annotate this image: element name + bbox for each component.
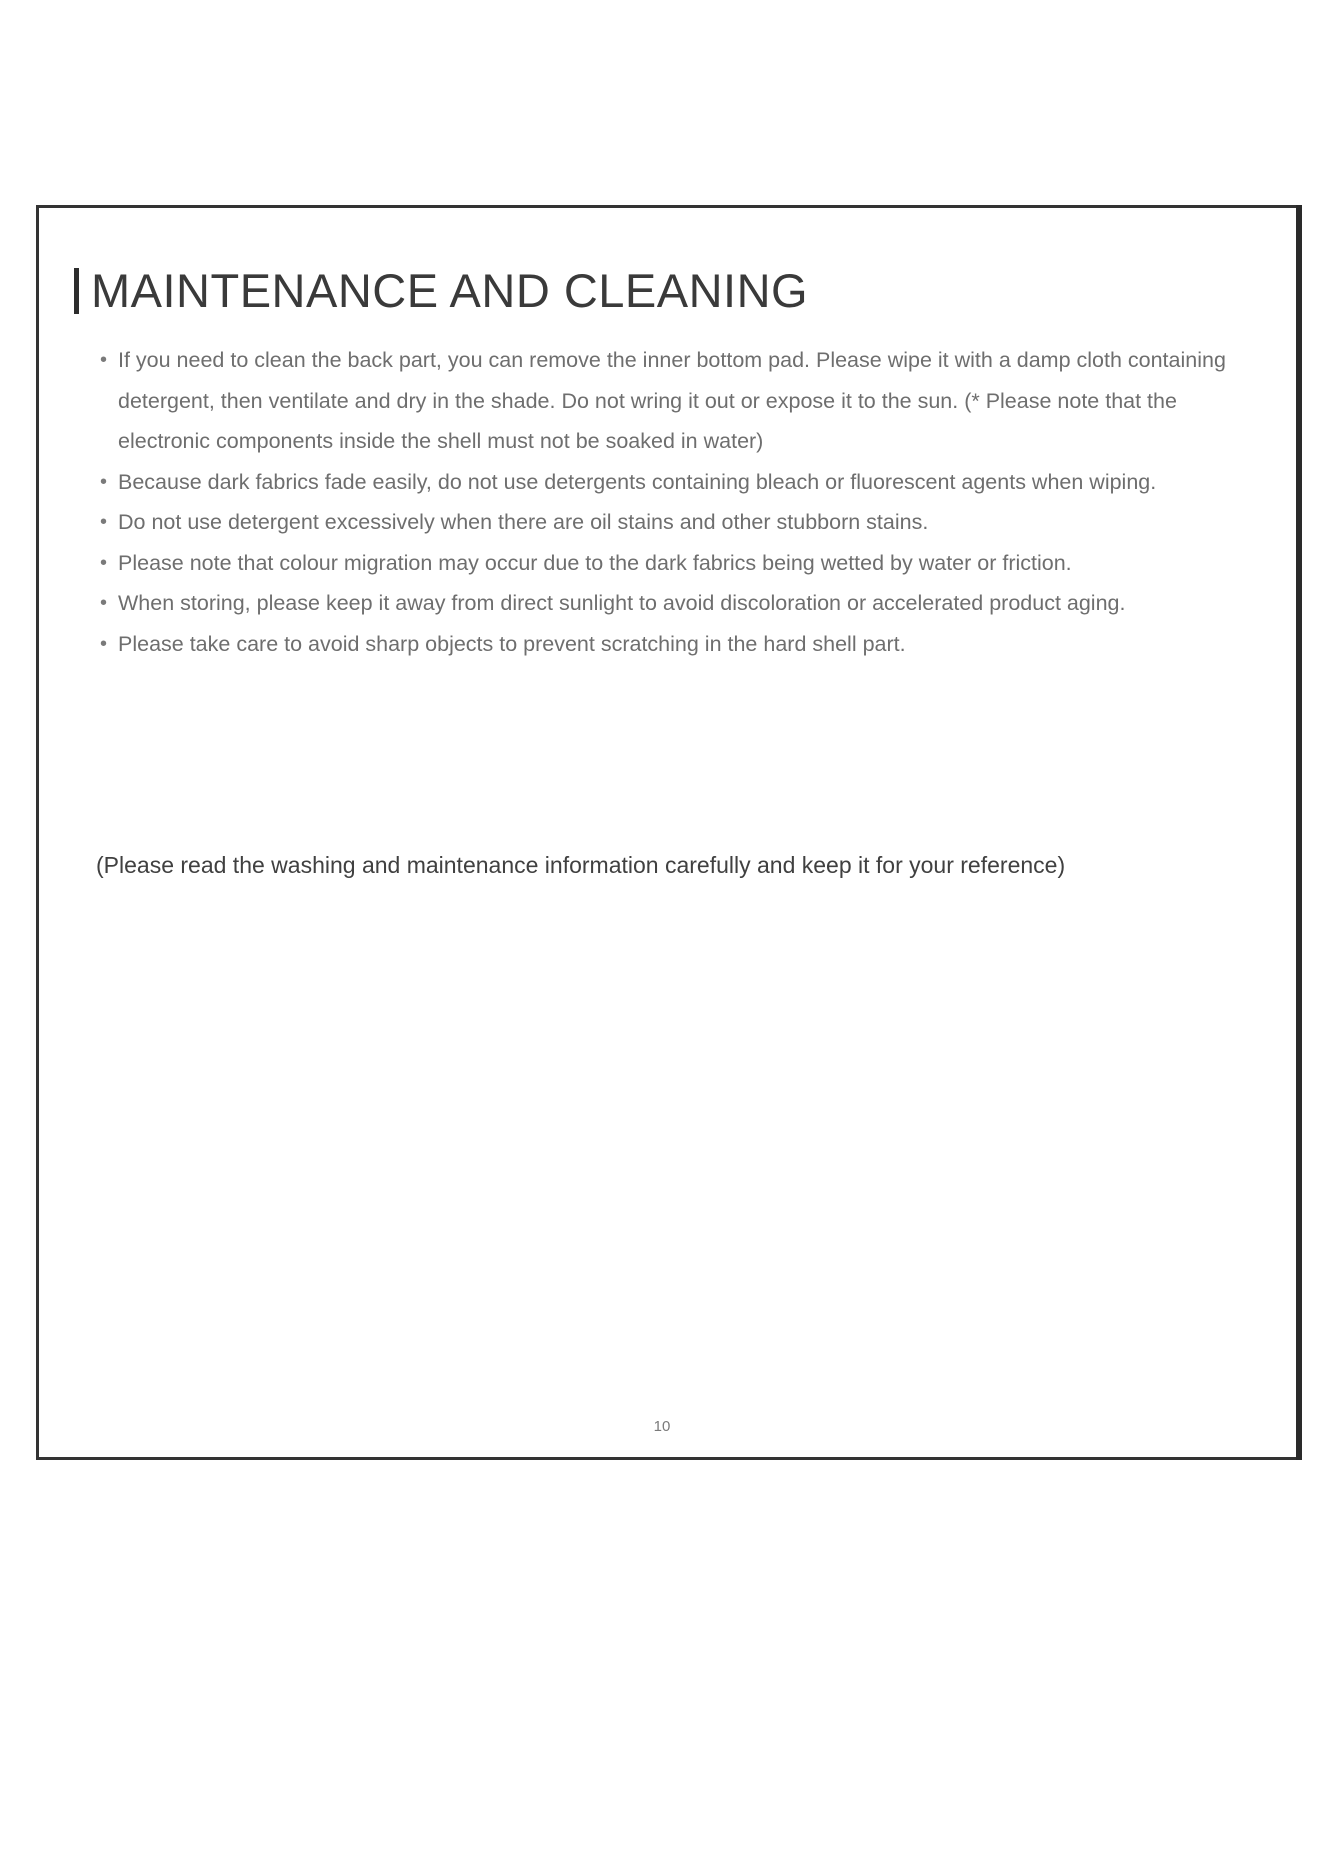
list-item [100,543,1260,584]
list-item-text: Please note that colour migration may occur due to the dark fabrics being wetted by water or friction. [118,550,1072,575]
list-item-text: Please take care to avoid sharp objects to prevent scratching in the hard shell part. [118,631,906,656]
list-item [100,583,1260,624]
bullet-icon: • [100,551,108,574]
list-item [100,462,1260,503]
list-item-text: Because dark fabrics fade easily, do not use detergents containing bleach or fluorescent agents when wiping. [118,469,1157,494]
bullet-icon: • [100,349,108,371]
page-number: 10 [653,1418,671,1435]
maintenance-list [100,340,1260,664]
bullet-icon: • [100,592,108,614]
bullet-icon: • [100,632,108,655]
list-item-text: If you need to clean the back part, you can remove the inner bottom pad. Please wipe it with a damp cloth containing detergent, then ventilate and dry in the shade. Do not wring it out or expose it to the sun. (* Please note that the electronic components inside the shell must not be soaked in water) [118,348,1226,453]
list-item-text: When storing, please keep it away from direct sunlight to avoid discoloration or accelerated product aging. [118,591,1126,615]
bullet-icon: • [100,470,108,493]
list-item-text: Do not use detergent excessively when there are oil stains and other stubborn stains. [118,510,929,534]
page-edge [1296,205,1302,1460]
list-item [100,502,1260,543]
section-heading [74,264,809,317]
list-item [100,340,1260,462]
page-title: MAINTENANCE AND CLEANING [91,264,809,317]
list-item [100,624,1260,665]
reference-note: (Please read the washing and maintenance information carefully and keep it for your reference) [96,852,1066,878]
heading-accent-bar [74,268,79,314]
bullet-icon: • [100,511,108,533]
